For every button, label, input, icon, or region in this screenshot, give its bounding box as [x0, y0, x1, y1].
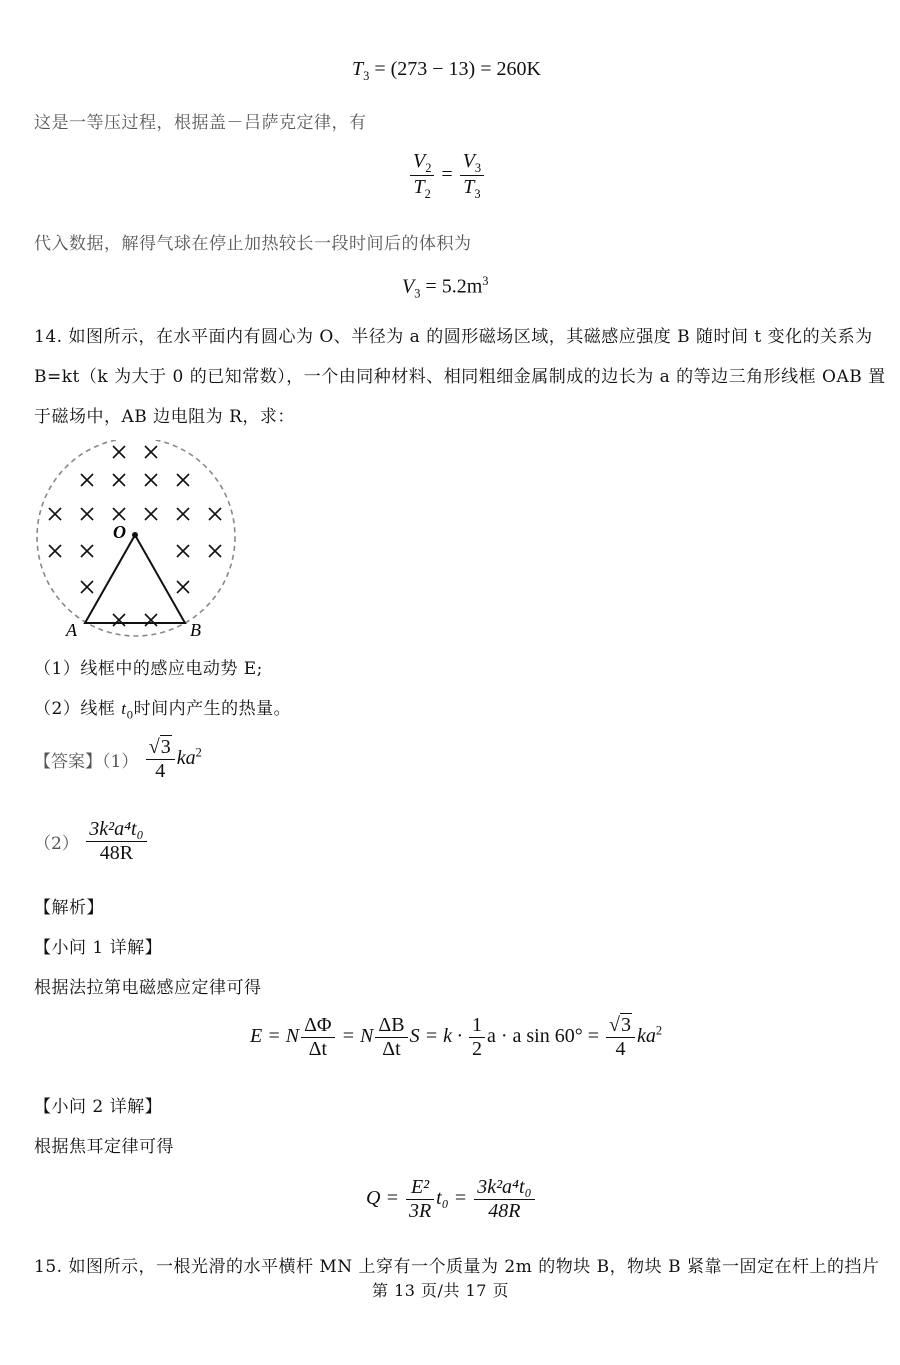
cross-marker: [145, 614, 157, 626]
label-o: O: [113, 522, 126, 542]
cross-marker: [209, 508, 221, 520]
cross-marker: [49, 545, 61, 557]
answer-1: 【答案】（1） $\frac{√3}{4}$ $ka^2$: [34, 736, 202, 782]
label-a: A: [66, 620, 77, 640]
q14-sub-question-2: （2）线框 $t_0$时间内产生的热量。: [34, 699, 292, 722]
cross-marker: [49, 508, 61, 520]
cross-marker: [145, 474, 157, 486]
isobaric-process-text: 这是一等压过程，根据盖－吕萨克定律，有: [34, 113, 367, 133]
cross-marker: [113, 446, 125, 458]
cross-marker: [81, 545, 93, 557]
sub-question-2-heading: 【小问 2 详解】: [34, 1097, 163, 1117]
equation-t3: $T_3 = (273 - 13) = 260K$: [352, 58, 541, 83]
substitute-text: 代入数据，解得气球在停止加热较长一段时间后的体积为: [34, 234, 472, 254]
cross-marker: [145, 446, 157, 458]
q14-line-1: 14. 如图所示，在水平面内有圆心为 O、半径为 a 的圆形磁场区域，其磁感应强度 B 随时间 t 变化的关系为: [34, 327, 873, 347]
sub-question-1-heading: 【小问 1 详解】: [34, 938, 163, 958]
cross-marker: [81, 508, 93, 520]
cross-marker: [209, 545, 221, 557]
answer-2: （2） $\frac{\text{3k²a⁴t₀}}{48R}$: [34, 818, 149, 865]
cross-marker: [113, 508, 125, 520]
equation-v3: $V_3 = 5.2m^3$: [402, 274, 489, 301]
cross-marker: [81, 581, 93, 593]
q14-sub-question-1: （1）线框中的感应电动势 E;: [34, 659, 263, 679]
equation-emf: E = N $\frac{\Delta\Phi}{\Delta t}$ = N $\frac{\Delta B}{\Delta t}$ S = k · $\frac{1}{2}$ a · a sin 60° = $\frac{√3}{4}$ $ka^2$: [250, 1014, 663, 1060]
label-b: B: [190, 620, 201, 640]
cross-marker: [113, 474, 125, 486]
faraday-law-text: 根据法拉第电磁感应定律可得: [34, 978, 262, 998]
q14-line-2: B=kt（k 为大于 0 的已知常数），一个由同种材料、相同粗细金属制成的边长为 a 的等边三角形线框 OAB 置: [34, 367, 886, 387]
cross-marker: [113, 614, 125, 626]
q15-line-1: 15. 如图所示，一根光滑的水平横杆 MN 上穿有一个质量为 2m 的物块 B，物块 B 紧靠一固定在杆上的挡片: [34, 1257, 880, 1277]
triangle-frame-oab: [85, 535, 185, 623]
magnetic-field-figure: [30, 440, 245, 645]
cross-marker: [81, 474, 93, 486]
joule-law-text: 根据焦耳定律可得: [34, 1137, 174, 1157]
q14-line-3: 于磁场中，AB 边电阻为 R，求：: [34, 407, 295, 427]
cross-marker: [177, 545, 189, 557]
page-footer: 第 13 页/共 17 页: [372, 1281, 509, 1300]
cross-marker: [177, 581, 189, 593]
cross-marker: [177, 474, 189, 486]
center-point-o: [132, 532, 138, 538]
analysis-heading: 【解析】: [34, 898, 104, 918]
equation-heat: Q = $\frac{\text{E²}}{3R}$ t₀ = $\frac{\text{3k²a⁴t₀}}{48R}$: [366, 1176, 537, 1223]
equation-gay-lussac: $\frac{V_2}{T_2}$ = $\frac{V_3}{T_3}$: [408, 150, 486, 202]
cross-marker: [145, 508, 157, 520]
cross-marker: [177, 508, 189, 520]
